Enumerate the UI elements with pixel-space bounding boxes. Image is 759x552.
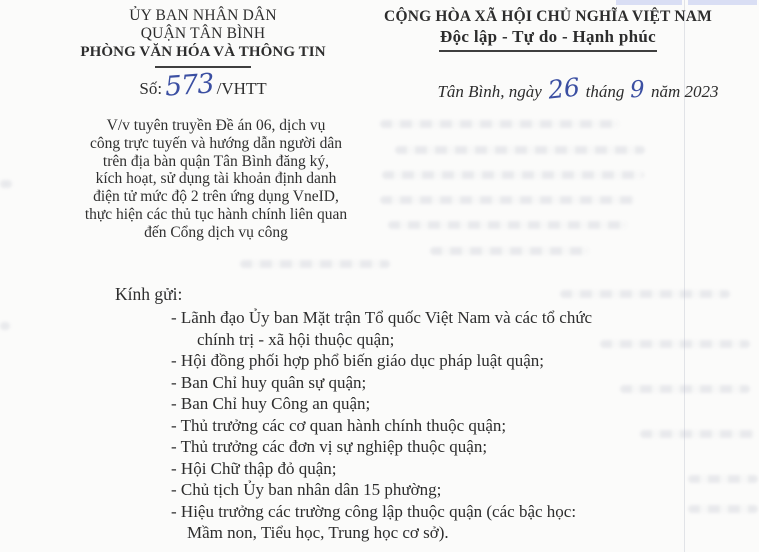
- recipient-item: [171, 372, 653, 394]
- bleedthrough-smudge: [560, 290, 730, 298]
- recipients-list: [171, 307, 653, 544]
- scan-edge-strip: [616, 0, 682, 5]
- scan-edge-strip: [688, 0, 757, 5]
- date-suffix: năm 2023: [651, 82, 719, 101]
- subject-line: điện tử mức độ 2 trên ứng dụng VneID,: [93, 188, 339, 206]
- date-line: [398, 72, 758, 105]
- bleedthrough-smudge: [430, 247, 590, 255]
- doc-number-label: Số:: [139, 79, 163, 98]
- subject-line: đến Cổng dịch vụ công: [144, 223, 288, 241]
- recipient-item: [171, 415, 653, 437]
- recipient-line: - Thủ trưởng các cơ quan hành chính thuộc quận;: [171, 415, 507, 435]
- bleedthrough-smudge: [0, 322, 10, 330]
- recipient-item: [171, 479, 653, 501]
- subject-line: thực hiện các thủ tục hành chính liên quan: [84, 205, 348, 223]
- bleedthrough-smudge: [688, 475, 758, 483]
- subject-line: trên địa bàn quận Tân Bình đăng ký,: [102, 152, 330, 170]
- authority-divider: [155, 66, 251, 68]
- recipient-item: [171, 458, 653, 480]
- recipient-line: - Thủ trưởng các đơn vị sự nghiệp thuộc quận;: [171, 437, 488, 456]
- bleedthrough-smudge: [395, 146, 645, 154]
- bleedthrough-smudge: [380, 196, 635, 204]
- bleedthrough-smudge: [640, 430, 755, 438]
- subject-line: kích hoạt, sử dụng tài khoản định danh: [95, 170, 337, 188]
- recipient-item: [171, 350, 653, 372]
- subject-line: công trực tuyến và hướng dẫn người dân: [89, 134, 343, 152]
- recipient-line: - Ban Chỉ huy quân sự quận;: [171, 372, 367, 392]
- bleedthrough-smudge: [388, 221, 628, 229]
- bleedthrough-smudge: [380, 120, 620, 128]
- salutation-label: Kính gửi:: [115, 284, 183, 304]
- recipient-item: [171, 501, 653, 544]
- issuing-authority-block: [68, 7, 338, 104]
- recipient-line: - Chủ tịch Ủy ban nhân dân 15 phường;: [171, 480, 442, 499]
- motto-divider: [439, 50, 657, 52]
- subject-block: [60, 117, 372, 242]
- recipient-line: - Ban Chỉ huy Công an quận;: [171, 394, 371, 413]
- date-prefix: Tân Bình, ngày: [437, 82, 542, 101]
- recipient-line: Mầm non, Tiểu học, Trung học cơ sở).: [187, 523, 449, 542]
- recipient-line: - Hiệu trưởng các trường công lập thuộc quận (các bậc học:: [171, 501, 577, 521]
- bleedthrough-smudge: [0, 180, 12, 188]
- doc-number-handwritten: 573: [164, 68, 215, 103]
- recipient-item: [171, 436, 653, 458]
- authority-district-line: QUẬN TÂN BÌNH: [140, 25, 266, 42]
- date-day-handwritten: 26: [546, 72, 582, 105]
- date-month-handwritten: 9: [629, 76, 646, 104]
- recipient-item: [171, 393, 653, 415]
- national-motto-line: Độc lập - Tự do - Hạnh phúc: [440, 27, 656, 46]
- national-title-line: CỘNG HÒA XÃ HỘI CHỦ NGHĨA VIỆT NAM: [384, 8, 712, 25]
- recipient-line: - Lãnh đạo Ủy ban Mặt trận Tổ quốc Việt Nam và các tổ chức: [171, 308, 593, 327]
- recipient-item: [171, 307, 653, 350]
- authority-department-line: PHÒNG VĂN HÓA VÀ THÔNG TIN: [80, 44, 326, 60]
- doc-number-suffix: /VHTT: [216, 79, 267, 98]
- recipient-line: - Hội đồng phối hợp phổ biến giáo dục pháp luật quận;: [171, 351, 545, 370]
- recipient-line: - Hội Chữ thập đỏ quận;: [171, 458, 337, 478]
- subject-line: V/v tuyên truyền Đề án 06, dịch vụ: [106, 117, 326, 134]
- authority-parent-line: ỦY BAN NHÂN DÂN: [129, 7, 277, 24]
- national-header-block: [368, 7, 728, 105]
- recipient-line: chính trị - xã hội thuộc quận;: [197, 329, 395, 349]
- bleedthrough-smudge: [240, 260, 390, 268]
- bleedthrough-smudge: [382, 171, 644, 179]
- document-number-row: [68, 68, 338, 104]
- date-infix: tháng: [585, 82, 625, 101]
- bleedthrough-smudge: [688, 505, 758, 513]
